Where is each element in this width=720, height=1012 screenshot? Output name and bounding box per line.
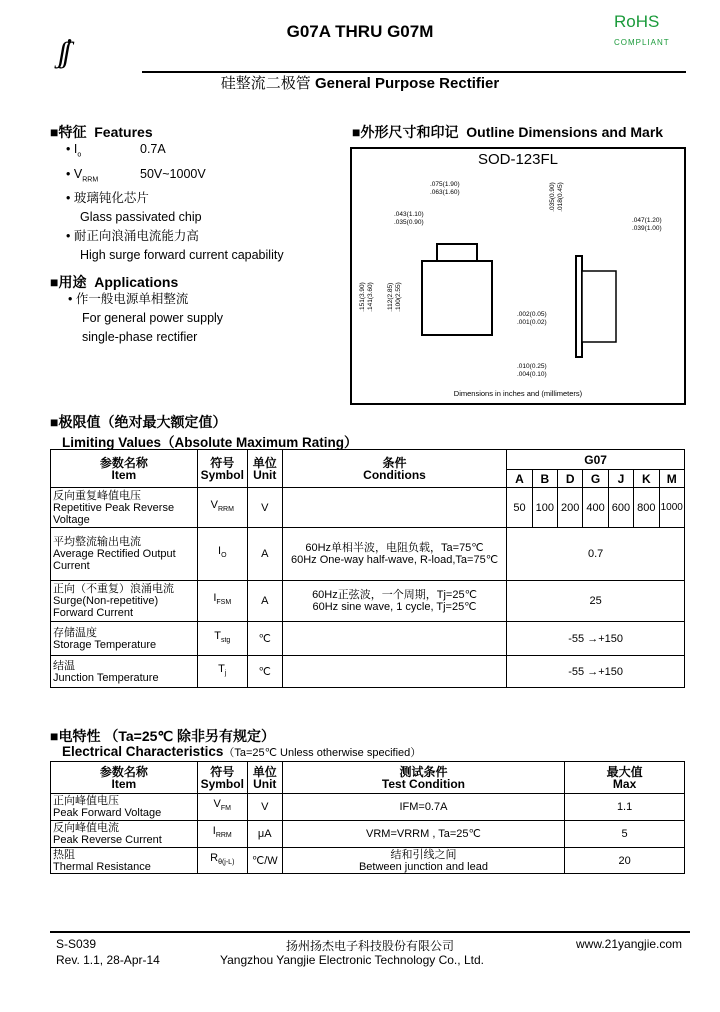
table-row: 热阻 Thermal Resistance $R_{\theta(j-L)}$ ℃/W 结和引线之间 Between junction and lead 20: [51, 848, 685, 874]
rohs-label: RoHS: [614, 12, 660, 31]
electrical-table: 参数名称 Item 符号 Symbol 单位 Unit 测试条件 Test Condition 最大值 Max 正向峰值电压 Peak Forward Voltage $V_{FM}$ V IFM=0.7A 1.1 反向峰值电流 Peak Reverse Current $I_{RRM}$ μA VRM=VRRM , Ta=25℃ 5 热阻 Thermal Resistance $R_{\theta(j-L)}$ ℃/W 结和引线之间 Between junction and lead 20: [50, 761, 685, 874]
table-row: 反向峰值电流 Peak Reverse Current $I_{RRM}$ μA VRM=VRRM , Ta=25℃ 5: [51, 821, 685, 848]
features-heading: ■特征 Features: [50, 124, 153, 140]
table-row: 平均整流输出电流 Average Rectified Output Current $I_O$ A 60Hz单相半波，电阻负载，Ta=75℃ 60Hz One-way half-wave, R-load,Ta=75℃ 0.7: [51, 528, 685, 581]
limiting-heading-cn: ■极限值（绝对最大额定值）: [50, 414, 227, 430]
doc-subtitle: 硅整流二极管 General Purpose Rectifier: [220, 75, 500, 92]
table-row: 正向（不重复）浪涌电流 Surge(Non-repetitive) Forward Current $I_{FSM}$ A 60Hz正弦波，一个周期，Tj=25℃ 60Hz sine wave, 1 cycle, Tj=25℃ 25: [51, 581, 685, 622]
rohs-compliant: COMPLIANT: [614, 38, 670, 47]
features-list: • $I_o$ 0.7A • $V_{RRM}$ 50V~1000V • 玻璃钝化芯片 Glass passivated chip • 耐正向浪涌电流能力高 High surge forward current capability: [66, 142, 284, 262]
electrical-heading-en: Electrical Characteristics（Ta=25℃ Unless otherwise specified）: [62, 744, 422, 759]
package-name: SOD-123FL: [477, 151, 559, 168]
doc-number: S-S039: [56, 937, 97, 951]
table-row: 结温 Junction Temperature $T_j$ ℃ -55 →+150: [51, 656, 685, 688]
revision: Rev. 1.1, 28-Apr-14: [56, 953, 160, 967]
applications-list: • 作一般电源单相整流 For general power supply single-phase rectifier: [68, 292, 224, 344]
website-link[interactable]: www.21yangjie.com: [576, 937, 683, 951]
electrical-heading-cn: ■电特性 （Ta=25℃ 除非另有规定）: [50, 728, 276, 744]
limiting-values-table: 参数名称 Item 符号 Symbol 单位 Unit 条件 Conditions G07 A B D G J K M 反向重复峰值电压 Repetitive Peak Reverse Voltage $V_{RRM}$ V 50 100 200 400 600 800 1000 平均整流输出电流 Average Rectified Output Current $I_O$ A 60Hz单相半波，电阻负载，Ta=75℃ 60Hz One-way half-wave, R-load,Ta=75℃ 0.7 正向（不重复）浪涌电流 Surge(Non-repetitive) Forward Current $I_{FSM}$ A 60Hz正弦波，一个周期，Tj=25℃ 60Hz sine wave, 1 cycle, Tj=25℃ 25 存储温度 Storage Temperature $T_{stg}$ ℃ -55 →+150 结温 Junction Temperature $T_j$ ℃ -55 →+150: [50, 449, 685, 688]
outline-heading: ■外形尺寸和印记 Outline Dimensions and Mark: [352, 124, 664, 140]
table-row: 正向峰值电压 Peak Forward Voltage $V_{FM}$ V IFM=0.7A 1.1: [51, 794, 685, 821]
outline-drawing: SOD-123FL .075(1.90) .063(1.60) .043(1.10) .035(0.90) .035(0.90) .018(0.45) .047(1.20) .039(1.00) .151(3.90) .141(3.60) .112(2.85) .100(2.55) .002(0.05) .001(0.02) .010(0.25) .004(0.10) Dimensions in inches and (millimeters): [350, 147, 686, 405]
limiting-heading-en: Limiting Values（Absolute Maximum Rating）: [62, 435, 358, 450]
doc-title: G07A THRU G07M: [286, 22, 434, 41]
table-row: 存储温度 Storage Temperature $T_{stg}$ ℃ -55 →+150: [51, 622, 685, 656]
applications-heading: ■用途 Applications: [50, 274, 179, 290]
company-logo: ʃʃ●: [58, 36, 69, 69]
table-row: 反向重复峰值电压 Repetitive Peak Reverse Voltage $V_{RRM}$ V 50 100 200 400 600 800 1000: [51, 488, 685, 528]
footer-rule: [50, 931, 690, 933]
company-name-en: Yangzhou Yangjie Electronic Technology Co., Ltd.: [220, 953, 484, 967]
company-name-cn: 扬州扬杰电子科技股份有限公司: [285, 939, 454, 953]
